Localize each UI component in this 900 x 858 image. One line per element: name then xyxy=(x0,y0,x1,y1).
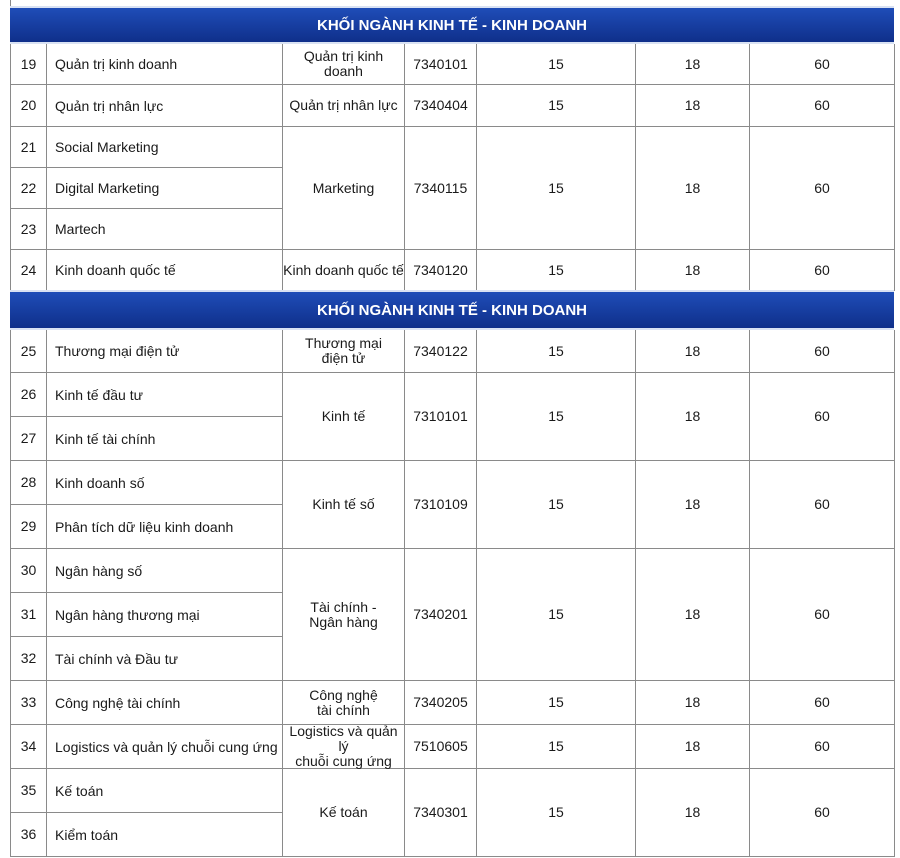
score-a-text: 15 xyxy=(548,408,564,424)
score-a xyxy=(477,681,636,725)
program-name xyxy=(47,505,283,549)
program-name-text: Quản trị kinh doanh xyxy=(55,56,178,72)
row-number-text: 33 xyxy=(20,694,37,710)
score-c xyxy=(750,250,895,291)
score-c xyxy=(750,725,895,769)
table-section-1 xyxy=(10,44,894,291)
program-name xyxy=(47,44,283,85)
score-b-text: 18 xyxy=(684,804,701,820)
major-name-text: Kinh tế số xyxy=(312,496,375,512)
program-name-text: Thương mại điện tử xyxy=(55,343,180,359)
program-name xyxy=(47,373,283,417)
row-number-text: 24 xyxy=(20,261,37,278)
major-code xyxy=(405,461,477,549)
major-name-text: Marketing xyxy=(312,179,375,196)
major-name-text: Công nghệ tài chính xyxy=(309,686,378,718)
score-a-text: 15 xyxy=(548,804,564,820)
row-number-text: 28 xyxy=(20,474,37,490)
score-c xyxy=(750,44,895,85)
program-name-text: Kiểm toán xyxy=(55,826,119,843)
program-name xyxy=(47,769,283,813)
program-name-text: Martech xyxy=(55,221,106,237)
score-c-text: 60 xyxy=(814,342,830,359)
score-b xyxy=(636,85,750,127)
program-name-text: Phân tích dữ liệu kinh doanh xyxy=(55,518,234,535)
program-name-text: Ngân hàng thương mại xyxy=(55,606,200,623)
score-b-text: 18 xyxy=(684,738,701,754)
program-name xyxy=(47,681,283,725)
major-code-text: 7310109 xyxy=(413,496,468,512)
score-c xyxy=(750,85,895,127)
score-a xyxy=(477,85,636,127)
program-name xyxy=(47,209,283,250)
major-code-text: 7510605 xyxy=(413,738,468,754)
score-b xyxy=(636,549,750,681)
major-name-text: Tài chính - Ngân hàng xyxy=(309,598,378,630)
major-code-text: 7340122 xyxy=(413,342,468,359)
major-name xyxy=(283,250,405,291)
score-a xyxy=(477,549,636,681)
major-code xyxy=(405,769,477,857)
program-name-text: Công nghệ tài chính xyxy=(55,694,181,711)
major-code-text: 7340404 xyxy=(413,97,468,113)
score-a-text: 15 xyxy=(548,606,564,622)
score-a-text: 15 xyxy=(548,694,564,710)
score-a xyxy=(477,330,636,373)
score-a-text: 15 xyxy=(548,261,564,278)
major-code-text: 7340101 xyxy=(413,55,468,72)
row-number xyxy=(11,681,47,725)
score-b xyxy=(636,127,750,250)
program-name xyxy=(47,168,283,209)
score-c-text: 60 xyxy=(814,97,830,113)
row-number xyxy=(11,85,47,127)
section-header-2 xyxy=(10,290,894,330)
row-number xyxy=(11,373,47,417)
major-code xyxy=(405,85,477,127)
score-a-text: 15 xyxy=(548,97,564,113)
program-name-text: Social Marketing xyxy=(55,139,159,155)
program-name-text: Logistics và quản lý chuỗi cung ứng xyxy=(55,738,278,755)
row-number xyxy=(11,250,47,291)
row-number-text: 19 xyxy=(20,55,37,72)
program-name-text: Kinh doanh quốc tế xyxy=(55,262,176,278)
major-code xyxy=(405,44,477,85)
row-number xyxy=(11,417,47,461)
score-c-text: 60 xyxy=(814,408,830,424)
score-b xyxy=(636,373,750,461)
major-name xyxy=(283,127,405,250)
score-a xyxy=(477,373,636,461)
score-a-text: 15 xyxy=(548,496,564,512)
row-number-text: 22 xyxy=(20,179,37,196)
score-c xyxy=(750,330,895,373)
row-number-text: 20 xyxy=(20,97,37,113)
score-a-text: 15 xyxy=(548,738,564,754)
major-code-text: 7340120 xyxy=(413,261,468,278)
score-c-text: 60 xyxy=(814,261,830,278)
row-number xyxy=(11,505,47,549)
program-name xyxy=(47,417,283,461)
program-name-text: Kinh doanh số xyxy=(55,474,145,491)
program-name-text: Digital Marketing xyxy=(55,180,160,196)
row-number-text: 21 xyxy=(20,138,37,155)
major-code-text: 7340201 xyxy=(413,606,468,622)
score-b xyxy=(636,330,750,373)
row-number xyxy=(11,725,47,769)
score-c-text: 60 xyxy=(814,496,830,512)
major-name xyxy=(283,769,405,857)
score-a-text: 15 xyxy=(548,342,564,359)
major-code xyxy=(405,725,477,769)
program-name xyxy=(47,461,283,505)
program-name-text: Kinh tế đầu tư xyxy=(55,386,143,403)
score-c-text: 60 xyxy=(814,606,830,622)
score-c-text: 60 xyxy=(814,55,830,72)
section-title: KHỐI NGÀNH KINH TẾ - KINH DOANH xyxy=(317,301,587,319)
major-code xyxy=(405,330,477,373)
major-name xyxy=(283,373,405,461)
program-name-text: Ngân hàng số xyxy=(55,562,143,579)
score-b-text: 18 xyxy=(684,55,701,72)
row-number-text: 32 xyxy=(20,650,37,666)
row-number xyxy=(11,769,47,813)
program-name xyxy=(47,250,283,291)
score-a xyxy=(477,127,636,250)
score-c-text: 60 xyxy=(814,738,830,754)
row-number xyxy=(11,209,47,250)
score-b-text: 18 xyxy=(684,342,701,359)
score-c xyxy=(750,769,895,857)
score-b xyxy=(636,44,750,85)
major-name-text: Kế toán xyxy=(319,804,368,820)
major-code xyxy=(405,127,477,250)
table-section-2 xyxy=(10,330,894,857)
score-a xyxy=(477,725,636,769)
row-number xyxy=(11,549,47,593)
row-number xyxy=(11,330,47,373)
program-name-text: Kinh tế tài chính xyxy=(55,430,156,447)
score-c-text: 60 xyxy=(814,694,830,710)
major-name-text: Logistics và quản lý chuỗi cung ứng xyxy=(289,723,398,769)
program-name xyxy=(47,330,283,373)
program-name-text: Kế toán xyxy=(55,782,104,799)
program-name-text: Quản trị nhân lực xyxy=(55,97,164,114)
score-c-text: 60 xyxy=(814,804,830,820)
score-c xyxy=(750,461,895,549)
score-a xyxy=(477,44,636,85)
program-name xyxy=(47,637,283,681)
score-c xyxy=(750,549,895,681)
score-b-text: 18 xyxy=(684,408,701,424)
major-code-text: 7340205 xyxy=(413,694,468,710)
score-c xyxy=(750,373,895,461)
major-name xyxy=(283,85,405,127)
score-b-text: 18 xyxy=(684,496,701,512)
score-b xyxy=(636,725,750,769)
score-c xyxy=(750,681,895,725)
score-b xyxy=(636,250,750,291)
score-b xyxy=(636,681,750,725)
major-name-text: Thương mại điện tử xyxy=(305,335,382,366)
program-name xyxy=(47,85,283,127)
program-name xyxy=(47,549,283,593)
major-code-text: 7310101 xyxy=(413,408,468,424)
row-number xyxy=(11,168,47,209)
score-b xyxy=(636,769,750,857)
row-number-text: 31 xyxy=(20,606,37,622)
section-header-1 xyxy=(10,6,894,44)
major-code xyxy=(405,681,477,725)
major-name xyxy=(283,330,405,373)
major-name xyxy=(283,44,405,85)
major-code xyxy=(405,549,477,681)
row-number xyxy=(11,127,47,168)
row-number-text: 34 xyxy=(20,738,37,754)
major-name xyxy=(283,725,405,769)
score-b-text: 18 xyxy=(684,97,701,113)
row-number-text: 35 xyxy=(20,782,37,798)
score-c xyxy=(750,127,895,250)
major-name-text: Kinh tế xyxy=(321,408,366,424)
score-c-text: 60 xyxy=(814,179,830,196)
score-a xyxy=(477,250,636,291)
row-number xyxy=(11,461,47,505)
row-number xyxy=(11,637,47,681)
major-code xyxy=(405,373,477,461)
program-name xyxy=(47,593,283,637)
row-number-text: 25 xyxy=(20,342,37,359)
score-b-text: 18 xyxy=(684,261,701,278)
row-number xyxy=(11,44,47,85)
score-a-text: 15 xyxy=(548,55,564,72)
section-title: KHỐI NGÀNH KINH TẾ - KINH DOANH xyxy=(317,16,587,34)
major-code-text: 7340115 xyxy=(413,179,468,196)
program-name xyxy=(47,725,283,769)
row-number-text: 30 xyxy=(20,562,37,578)
major-name xyxy=(283,549,405,681)
row-number-text: 26 xyxy=(20,386,37,402)
row-number xyxy=(11,593,47,637)
score-a-text: 15 xyxy=(548,179,564,196)
row-number-text: 29 xyxy=(20,518,37,534)
row-number-text: 23 xyxy=(20,220,37,237)
program-name xyxy=(47,813,283,857)
program-name-text: Tài chính và Đầu tư xyxy=(55,650,178,667)
major-code xyxy=(405,250,477,291)
score-b-text: 18 xyxy=(684,179,701,196)
major-name xyxy=(283,461,405,549)
major-code-text: 7340301 xyxy=(413,804,468,820)
row-number-text: 27 xyxy=(20,430,37,446)
score-b-text: 18 xyxy=(684,694,701,710)
major-name-text: Quản trị kinh doanh xyxy=(303,48,384,79)
row-number xyxy=(11,813,47,857)
major-name-text: Quản trị nhân lực xyxy=(289,97,398,113)
score-b-text: 18 xyxy=(684,606,701,622)
row-number-text: 36 xyxy=(20,826,37,842)
score-a xyxy=(477,769,636,857)
score-a xyxy=(477,461,636,549)
score-b xyxy=(636,461,750,549)
major-name-text: Kinh doanh quốc tế xyxy=(283,261,404,278)
program-name xyxy=(47,127,283,168)
major-name xyxy=(283,681,405,725)
admission-table xyxy=(10,0,894,858)
